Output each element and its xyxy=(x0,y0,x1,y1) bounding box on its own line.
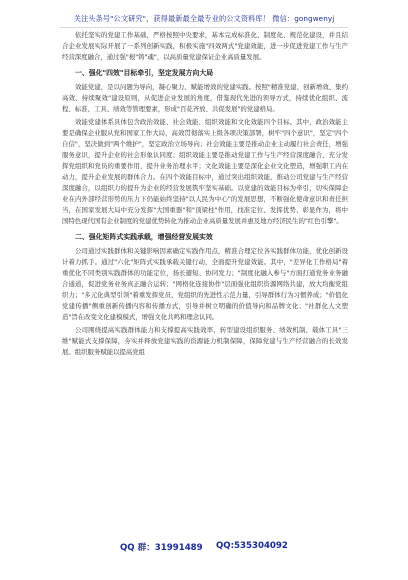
section-heading: 二、强化矩阵式实践承载，增强经营发展实效 xyxy=(75,233,213,241)
section-intro xyxy=(62,30,348,63)
header-divider xyxy=(60,27,348,28)
section-one xyxy=(62,67,348,227)
paragraph: 效能党建，是以问题为导向，凝心聚力、赋能增效的党建实践。按照"精准党建、创新增效、集约高效、持续聚效"建设原则，从促进企业发展的角度，借鉴现代先进的领导方式，持续优化组织、流程、标准、工具、绩效等管理要素，形成"百花齐放、共促发展"的党建格局。 xyxy=(62,83,348,113)
paragraph: 依托坚实的党建工作基础，严格按照中央要求，基本完成标准化、制度化、规范化建设，并且结合企业发展实际开展了一系列创新实践，积极实施"四效两式"党建效能，进一步促进党建工作与生产经营深度融合，通过强"根"铸"魂"，以高质量党建保证企业高质量发展。 xyxy=(62,31,348,61)
footer-qq-group: QQ 群：31991489 xyxy=(120,543,203,553)
section-two xyxy=(62,231,348,358)
paragraph: 公司围绕提高实践群体能力和支撑提高实践效率，转型建设组织服务、绩效机制、载体工具"三维"赋能式支撑保障，夯实并释放党建实践的资源能力机制保障，保障党建与生产经营融合的长效发展。组织服务赋能以提高党组 xyxy=(62,326,348,356)
section-heading: 一、强化"四效"目标牵引，坚定发展方向大局 xyxy=(75,69,214,77)
header-banner: 关注头条号"公文研究"，获得最新最全最专业的公文资料库！ 微信：gongwenyj xyxy=(73,14,335,23)
article-body xyxy=(62,30,348,360)
footer-qq-number: QQ:535304092 xyxy=(216,541,288,551)
paragraph: 公司通过实践群体和关键影响因素确定实践作用点，精准合理定位各实践群体功能，优化创新设计着力抓手。通过"六化"矩阵式实践承载关键行动，全面提升党建效能。其中，"差异化工作格局"着重优化不同类别实践群体的功能定位，扬长避短、协同发力；"制度化融入参与"方面打通党务业务融合通道，促进党务业务真正融合运转；"网格化连接协作"层面强化组织资源网络共建，放大均衡党组织力；"多元化典型引领"着重发挥党员、党组织的先进性示范力量，引导群体行为习惯养成；"价值化党建传播"侧重创新传播内容和传播方式，引导并树立明确的价值导向和品牌文化；"社群化人文塑造"旨在改变文化建模模式，增强文化共鸣和理念认同。 xyxy=(62,247,348,321)
paragraph: 效能党建体系具体包含政治效能、社会效能、组织效能和文化效能四个目标。其中，政治效能主要是确保企业服从党和国家工作大局，高效贯彻落实上级各项决策部署，树牢"四个意识"，坚定"四个自信"，坚决做到"两个维护"，坚定政治立场导向；社会效能主要是推动企业主动履行社会责任，增强服务意识，提升企业的社会形象认同度；组织效能主要是推动党建工作与生产经营深度融合，充分发挥党组织和党员的重要作用，提升业务治理水平；文化效能主要是深化企业文化塑造，增强职工内在动力，提升企业发展的群体合力。在四个效能目标中，通过突出组织效能，推动公司党建与生产经营深度融合，以组织力的提升为企业的经营发展筑牢坚实基础。以党建的效能目标为牵引，切实保障企业在内外部经营形势的压力下仍能始终坚持"以人民为中心"的发展思想，不断强化使命意识和责任担当，在国家发展大局中充分发挥"大国重器"和"顶梁柱"作用，找准定位、发挥优势、彰显作为，将中国特色现代国有企业制度的党建优势转化为推动企业高质量发展并惠及地方经济民生的"红色引擎"。 xyxy=(62,118,348,225)
